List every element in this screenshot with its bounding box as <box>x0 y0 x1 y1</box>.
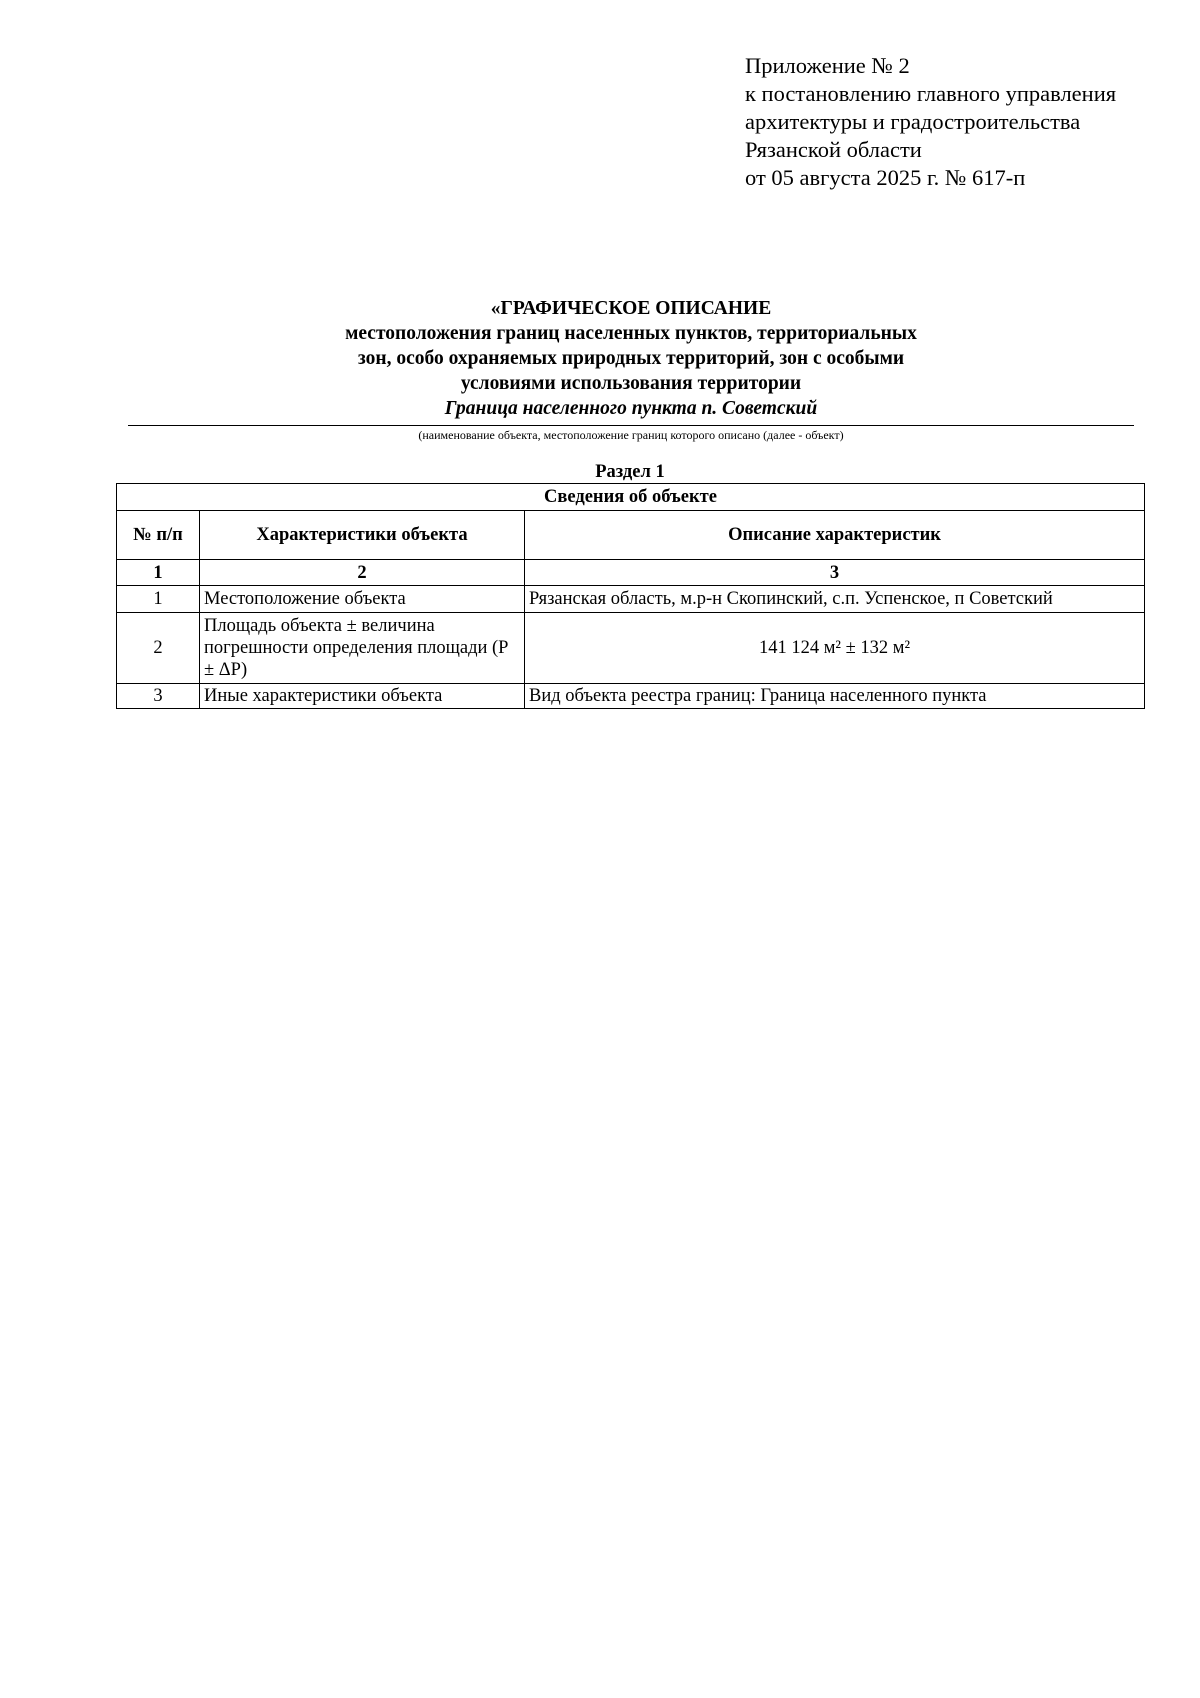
table-caption: Сведения об объекте <box>117 484 1145 511</box>
section-title: Раздел 1 <box>595 462 665 482</box>
column-number: 3 <box>525 560 1145 586</box>
object-name-caption: (наименование объекта, местоположение границ которого описано (далее - объект) <box>418 428 844 442</box>
column-number: 1 <box>117 560 200 586</box>
table-column-numbers-row <box>117 560 1145 586</box>
column-number: 2 <box>200 560 525 586</box>
appendix-line: Приложение № 2 <box>745 53 910 78</box>
object-name-underline <box>128 425 1134 426</box>
appendix-line: архитектуры и градостроительства <box>745 109 1081 134</box>
title-line: «ГРАФИЧЕСКОЕ ОПИСАНИЕ <box>490 298 772 319</box>
document-title <box>128 296 1134 421</box>
row-characteristic: Иные характеристики объекта <box>200 684 525 709</box>
object-name: Граница населенного пункта п. Советский <box>444 398 818 419</box>
table-row <box>117 684 1145 709</box>
table-caption-row <box>117 484 1145 511</box>
row-description: Вид объекта реестра границ: Граница населенного пункта <box>525 684 1145 709</box>
table-row <box>117 586 1145 613</box>
appendix-line: Рязанской области <box>745 137 922 162</box>
object-info-table <box>116 483 1145 709</box>
row-number: 1 <box>117 586 200 613</box>
row-description: Рязанская область, м.р-н Скопинский, с.п. Успенское, п Советский <box>525 586 1145 613</box>
header-characteristic: Характеристики объекта <box>200 511 525 560</box>
table-row <box>117 613 1145 684</box>
header-number: № п/п <box>117 511 200 560</box>
title-line: зон, особо охраняемых природных территорий, зон с особыми <box>357 348 905 369</box>
row-characteristic: Местоположение объекта <box>200 586 525 613</box>
appendix-date-line: от 05 августа 2025 г. № 617-п <box>745 165 1026 190</box>
title-line: местоположения границ населенных пунктов, территориальных <box>345 323 917 344</box>
appendix-line: к постановлению главного управления <box>745 81 1117 106</box>
table-header-row <box>117 511 1145 560</box>
row-description: 141 124 м² ± 132 м² <box>525 613 1145 684</box>
title-line: условиями использования территории <box>460 373 802 394</box>
row-number: 2 <box>117 613 200 684</box>
appendix-header <box>745 52 1116 192</box>
header-description: Описание характеристик <box>525 511 1145 560</box>
row-characteristic: Площадь объекта ± величина погрешности определения площади (P ± ΔP) <box>200 613 525 684</box>
row-number: 3 <box>117 684 200 709</box>
